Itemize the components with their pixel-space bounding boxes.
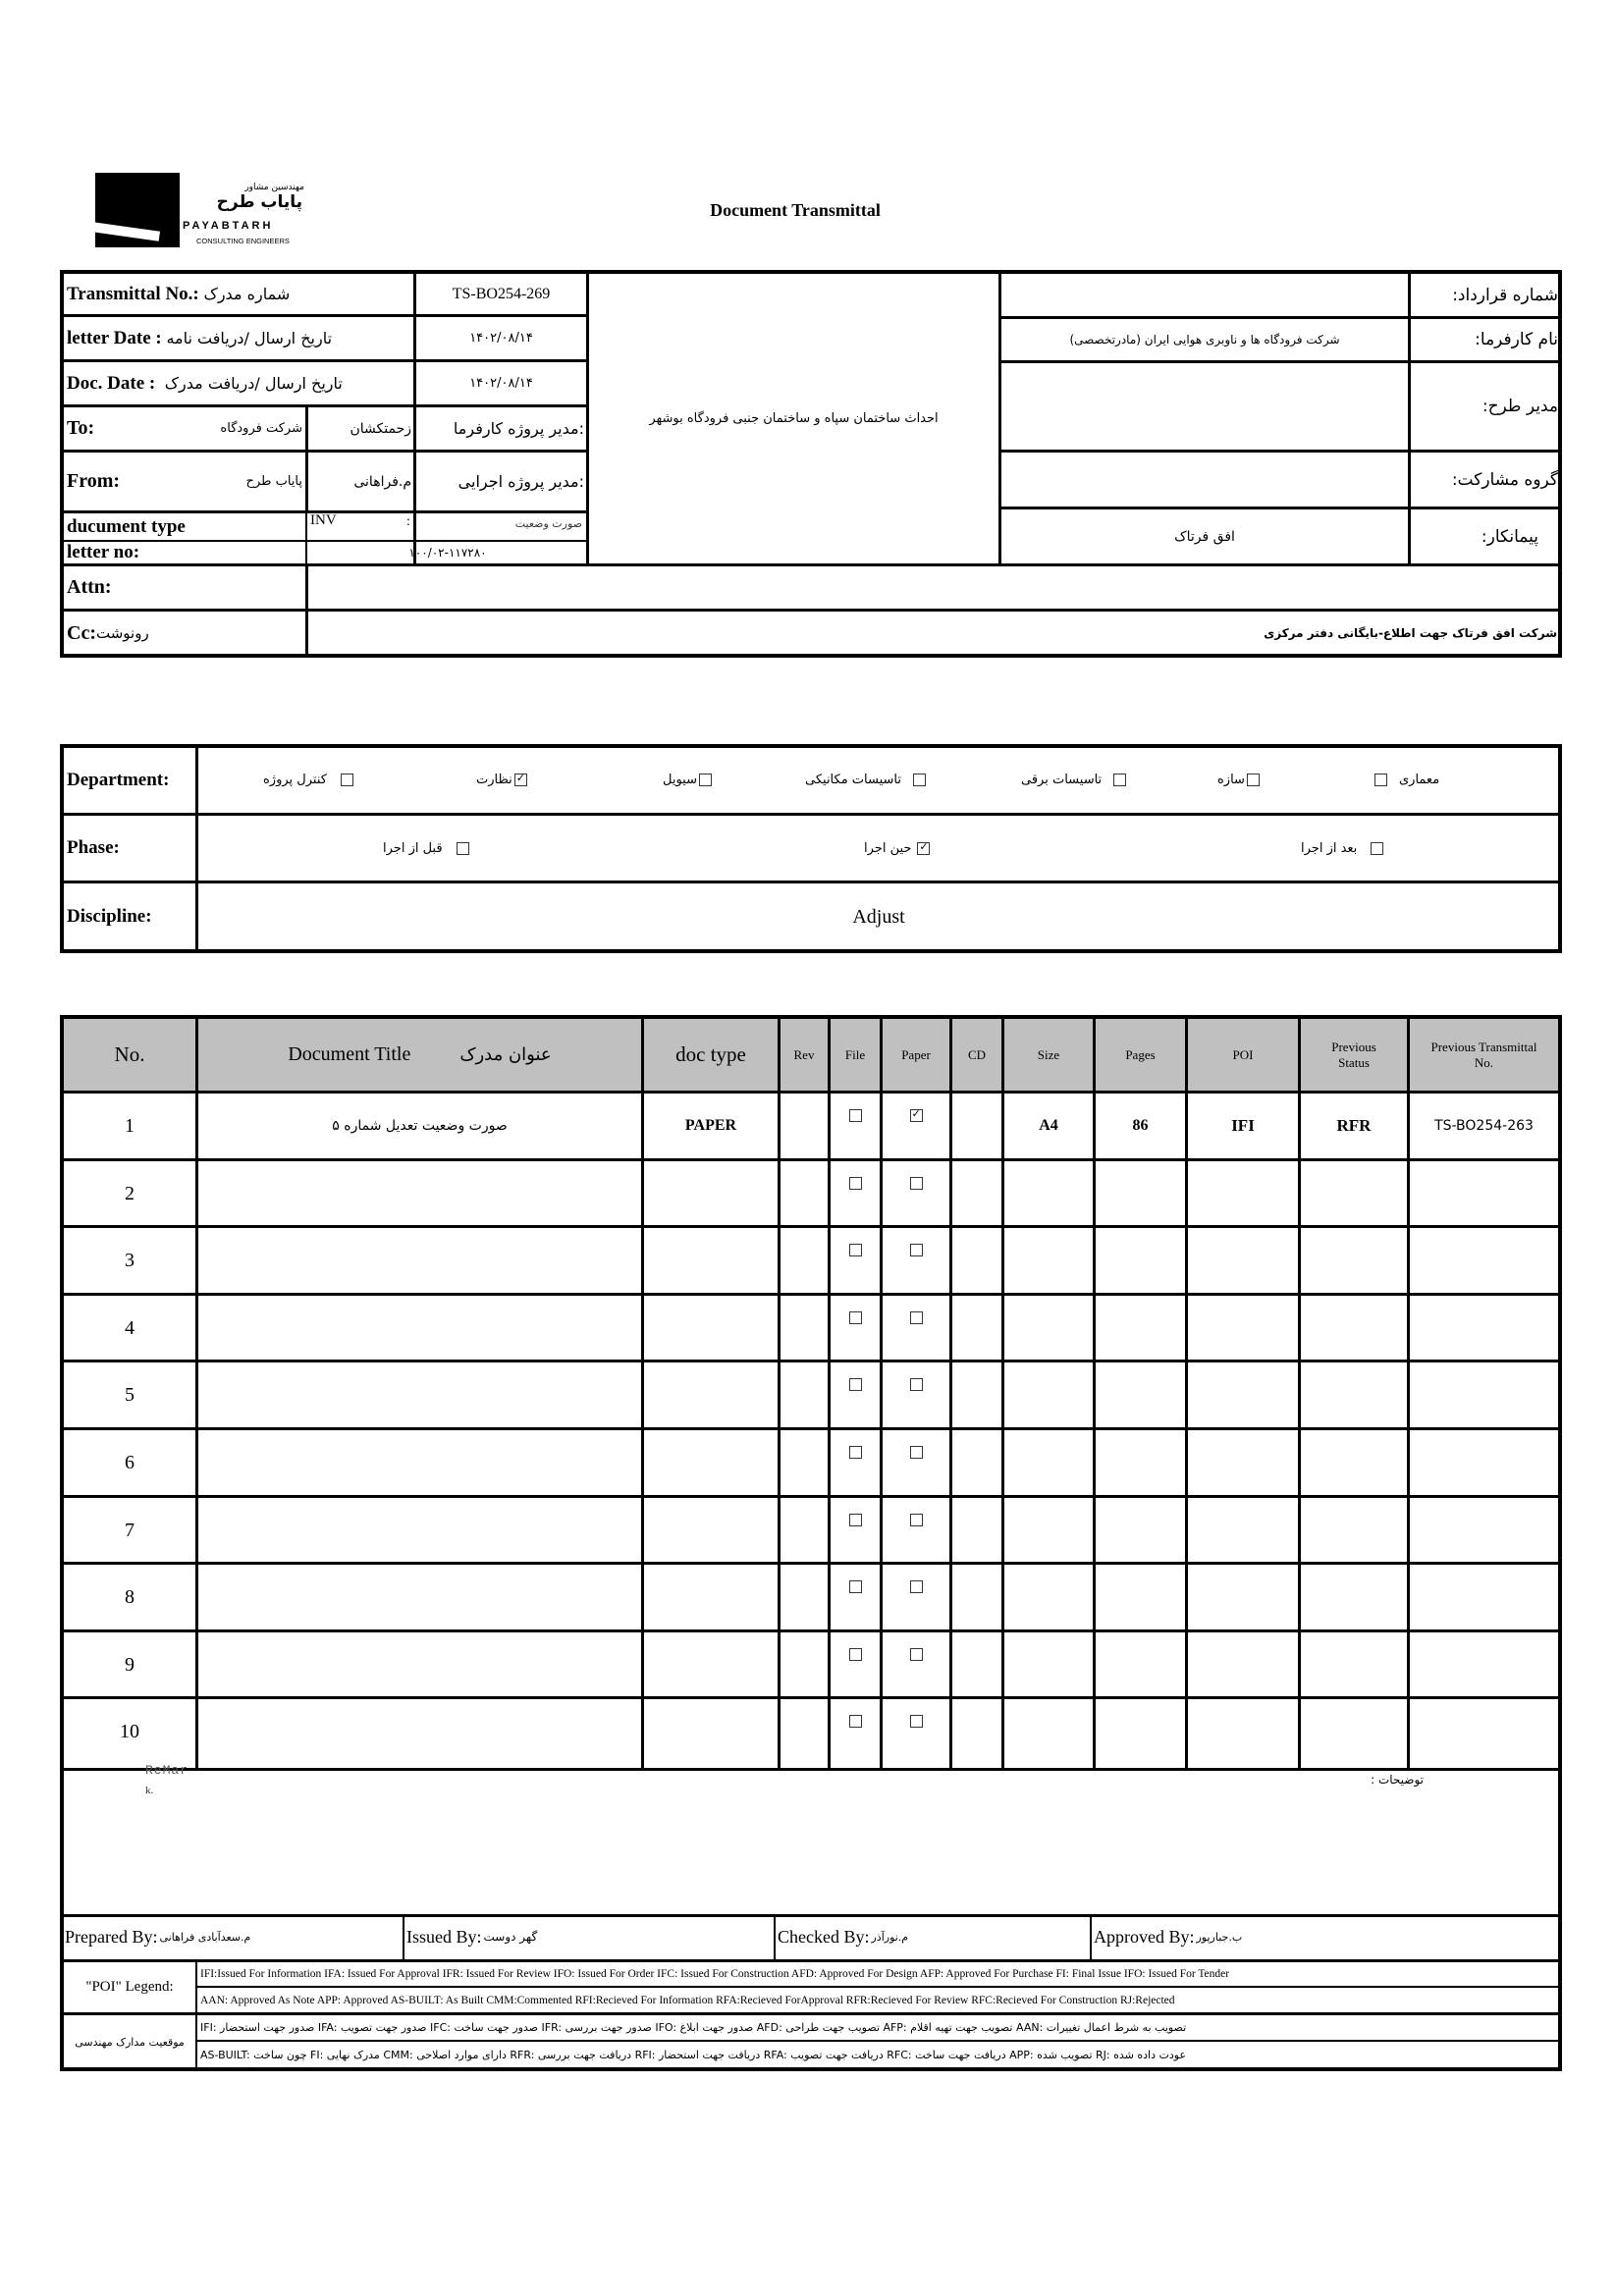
poi-legend-label: "POI" Legend:	[85, 1978, 174, 1995]
cell-title	[198, 1632, 641, 1697]
document-type-fa: صورت وضعیت	[514, 516, 582, 530]
cell-paper	[883, 1094, 949, 1158]
issued-by: Issued By: گهر دوست	[406, 1926, 538, 1947]
cell-no: 9	[125, 1653, 135, 1676]
checkbox[interactable]	[849, 1715, 862, 1728]
cell-rev	[781, 1161, 828, 1226]
letter-date-value: ۱۴۰۲/۰۸/۱۴	[469, 331, 533, 346]
cell-prev-status	[1301, 1362, 1407, 1427]
cell-cd	[952, 1362, 1001, 1427]
cell-prev-transmittal	[1410, 1362, 1558, 1427]
cell-pages	[1096, 1161, 1185, 1226]
plan-manager-value	[1001, 363, 1408, 450]
column-header-previous-status: Previous Status	[1331, 1039, 1376, 1070]
cell-rev	[781, 1094, 828, 1158]
cell-rev	[781, 1632, 828, 1697]
from-role: مدیر پروژه اجرایی:	[458, 472, 584, 491]
department-option-structure[interactable]: سازه	[1217, 762, 1325, 797]
checkbox[interactable]	[910, 1177, 923, 1190]
cell-poi	[1188, 1161, 1298, 1226]
cell-prev-status	[1301, 1498, 1407, 1563]
cell-title: صورت وضعیت تعدیل شماره ۵	[332, 1118, 508, 1134]
cell-file	[831, 1632, 880, 1697]
cell-poi	[1188, 1699, 1298, 1764]
cell-prev-status	[1301, 1632, 1407, 1697]
department-option-civil[interactable]: سیویل	[663, 762, 771, 797]
cell-file	[831, 1362, 880, 1427]
cell-prev-transmittal: TS-BO254-263	[1434, 1118, 1534, 1134]
page-title: Document Transmittal	[710, 200, 881, 220]
cell-prev-transmittal	[1410, 1699, 1558, 1764]
from-person: م.فراهانی	[353, 473, 411, 490]
checkbox[interactable]	[1371, 842, 1383, 855]
status-legend-line-2: AS-BUILT: چون ساخت FI: مدرک نهایی CMM: دارای موارد اصلاحی RFR: دریافت جهت بررسی RFI: دریافت جهت استحضار RFA: دریافت جهت تصویب RFC: دریافت جهت ساخت APP: تصویب شده RJ: عودت داده شده	[200, 2049, 1187, 2061]
cell-size: A4	[1039, 1117, 1058, 1134]
cell-rev	[781, 1430, 828, 1495]
doc-date-value: ۱۴۰۲/۰۸/۱۴	[469, 376, 533, 391]
cell-no: 10	[120, 1720, 139, 1742]
cell-file	[831, 1094, 880, 1158]
cell-doc-type	[644, 1498, 778, 1563]
cell-doc-type	[644, 1161, 778, 1226]
cell-paper	[883, 1228, 949, 1293]
cell-prev-transmittal	[1410, 1228, 1558, 1293]
cell-file	[831, 1498, 880, 1563]
cell-poi: IFI	[1231, 1116, 1255, 1135]
phase-option-before[interactable]: قبل از اجرا	[383, 830, 501, 866]
cell-file	[831, 1699, 880, 1764]
cell-cd	[952, 1632, 1001, 1697]
cell-prev-status	[1301, 1699, 1407, 1764]
contractor-label: پیمانکار:	[1481, 526, 1538, 547]
checkbox-checked[interactable]	[514, 774, 527, 786]
checkbox[interactable]	[910, 1244, 923, 1256]
cell-doc-type	[644, 1362, 778, 1427]
cell-file	[831, 1430, 880, 1495]
cell-title	[198, 1498, 641, 1563]
cell-paper	[883, 1498, 949, 1563]
letter-date-label: letter Date : تاریخ ارسال /دریافت نامه	[67, 327, 333, 348]
cell-cd	[952, 1228, 1001, 1293]
attn-value	[310, 566, 1557, 609]
cell-no: 1	[125, 1114, 135, 1137]
project-title: احداث ساختمان سپاه و ساختمان جنبی فرودگاه بوشهر	[649, 411, 939, 426]
cell-size	[1004, 1565, 1093, 1629]
checkbox[interactable]	[1374, 774, 1387, 786]
cell-doc-type: PAPER	[684, 1117, 737, 1134]
department-option-electrical[interactable]: تاسیسات برقی	[1021, 762, 1149, 797]
letter-no-value: ۱۰۰/۰۲-۱۱۷۲۸۰	[408, 546, 487, 560]
cell-prev-status	[1301, 1296, 1407, 1361]
cell-title	[198, 1362, 641, 1427]
cell-prev-transmittal	[1410, 1430, 1558, 1495]
cell-paper	[883, 1362, 949, 1427]
cc-label: Cc: رونوشت	[67, 621, 149, 644]
logo-name-en: PAYABTARH	[183, 220, 274, 232]
poi-legend-line-2: AAN: Approved As Note APP: Approved AS-BUILT: As Built CMM:Commented RFI:Recieved For Information RFA:Recieved ForApproval RFR:Recieved For Review RFC:Recieved For Construction RJ:Rejected	[200, 1994, 1175, 2006]
checkbox[interactable]	[910, 1648, 923, 1661]
cell-size	[1004, 1632, 1093, 1697]
column-header-pages: Pages	[1125, 1046, 1156, 1062]
status-legend-label: موقعیت مدارک مهندسی	[75, 2035, 185, 2049]
checkbox[interactable]	[341, 774, 353, 786]
column-header-cd: CD	[967, 1046, 987, 1062]
checkbox[interactable]	[849, 1177, 862, 1190]
plan-manager-label: مدیر طرح:	[1481, 397, 1558, 416]
checkbox[interactable]	[849, 1311, 862, 1324]
document-type-label: ducument type	[67, 515, 186, 537]
cell-rev	[781, 1296, 828, 1361]
letter-no-label: letter no:	[67, 542, 140, 562]
checkbox[interactable]	[849, 1648, 862, 1661]
cell-poi	[1188, 1296, 1298, 1361]
cell-rev	[781, 1565, 828, 1629]
checkbox[interactable]	[849, 1244, 862, 1256]
cell-no: 2	[125, 1182, 135, 1204]
partnership-label: گروه مشارکت:	[1451, 469, 1558, 490]
cell-title	[198, 1228, 641, 1293]
checkbox[interactable]	[910, 1311, 923, 1324]
column-header-no: No.	[114, 1042, 145, 1066]
remarks-text-area[interactable]	[88, 1796, 1551, 1914]
department-option-architecture[interactable]: معماری	[1374, 762, 1492, 797]
cell-size	[1004, 1228, 1093, 1293]
cell-title	[198, 1565, 641, 1629]
cell-no: 3	[125, 1249, 135, 1271]
remarks-label-en: ReMar	[145, 1763, 189, 1778]
remarks-label-fa: توضیحات :	[1371, 1773, 1424, 1787]
cell-prev-status: RFR	[1336, 1116, 1372, 1135]
column-header-file: File	[844, 1046, 866, 1062]
checkbox[interactable]	[913, 774, 926, 786]
cell-prev-transmittal	[1410, 1161, 1558, 1226]
department-option-mechanical[interactable]: تاسیسات مکانیکی	[805, 762, 952, 797]
discipline-value: Adjust	[852, 905, 905, 928]
phase-option-during[interactable]: ✓ حین اجرا	[864, 830, 982, 866]
checkbox[interactable]	[457, 842, 469, 855]
cell-size	[1004, 1699, 1093, 1764]
cell-title	[198, 1699, 641, 1764]
cell-pages	[1096, 1632, 1185, 1697]
cell-cd	[952, 1699, 1001, 1764]
cell-title	[198, 1161, 641, 1226]
cell-paper	[883, 1161, 949, 1226]
checkbox[interactable]	[1113, 774, 1126, 786]
cell-cd	[952, 1161, 1001, 1226]
cell-poi	[1188, 1565, 1298, 1629]
to-person: زحمتکشان	[350, 420, 411, 437]
checked-by: Checked By: م.نورآذر	[778, 1926, 909, 1947]
logo-tagline: CONSULTING ENGINEERS	[196, 237, 290, 245]
from-label: From:	[67, 470, 121, 492]
logo-stripe	[95, 222, 160, 241]
cell-paper	[883, 1699, 949, 1764]
cell-poi	[1188, 1362, 1298, 1427]
cell-pages: 86	[1132, 1117, 1149, 1134]
remarks-label-en-suffix: k.	[145, 1785, 154, 1796]
checkbox[interactable]	[910, 1580, 923, 1593]
cell-no: 8	[125, 1585, 135, 1608]
contractor-value: افق فرتاک	[1174, 528, 1235, 545]
checkbox[interactable]	[849, 1109, 862, 1122]
column-header-poi: POI	[1232, 1046, 1254, 1062]
cell-pages	[1096, 1228, 1185, 1293]
cell-size	[1004, 1161, 1093, 1226]
cell-doc-type	[644, 1565, 778, 1629]
cell-paper	[883, 1430, 949, 1495]
cell-title	[198, 1430, 641, 1495]
department-option-supervision[interactable]: ✓ نظارت	[476, 762, 584, 797]
status-legend-line-1: IFI: صدور جهت استحضار IFA: صدور جهت تصویب IFC: صدور جهت ساخت IFR: صدور جهت بررسی IFO: صدور جهت ابلاغ AFD: تصویب جهت طراحی AFP: تصویب جهت تهیه اقلام AAN: تصویب به شرط اعمال تغییرات	[200, 2021, 1187, 2034]
prepared-by: Prepared By: م.سعدآبادی فراهانی	[65, 1926, 251, 1947]
cell-rev	[781, 1228, 828, 1293]
cell-doc-type	[644, 1228, 778, 1293]
cell-doc-type	[644, 1296, 778, 1361]
cell-cd	[952, 1094, 1001, 1158]
cell-doc-type	[644, 1430, 778, 1495]
phase-label: Phase:	[67, 837, 120, 858]
cell-title	[198, 1296, 641, 1361]
employer-label: نام کارفرما:	[1475, 330, 1558, 349]
cell-rev	[781, 1362, 828, 1427]
cell-paper	[883, 1296, 949, 1361]
company-logo-mark	[95, 173, 180, 247]
to-label: To:	[67, 417, 95, 439]
checkbox[interactable]	[910, 1446, 923, 1459]
cell-pages	[1096, 1296, 1185, 1361]
poi-legend-line-1: IFI:Issued For Information IFA: Issued For Approval IFR: Issued For Review IFO: Issued For Order IFC: Issued For Construction AFD: Approved For Design AFP: Approved For Purchase FI: Final Issue IFO: Issued For Tender	[200, 1967, 1230, 1980]
cell-cd	[952, 1565, 1001, 1629]
checkbox[interactable]	[849, 1580, 862, 1593]
cell-size	[1004, 1296, 1093, 1361]
cell-prev-status	[1301, 1228, 1407, 1293]
cell-paper	[883, 1565, 949, 1629]
doc-date-label: Doc. Date : تاریخ ارسال /دریافت مدرک	[67, 372, 343, 394]
cell-no: 7	[125, 1519, 135, 1541]
attn-label: Attn:	[67, 576, 112, 598]
checkbox[interactable]	[699, 774, 712, 786]
cell-file	[831, 1565, 880, 1629]
document-type-separator: :	[406, 514, 410, 529]
cell-prev-transmittal	[1410, 1498, 1558, 1563]
cell-no: 6	[125, 1451, 135, 1473]
employer-value: شرکت فرودگاه ها و ناوبری هوایی ایران (مادرتخصصی)	[1069, 333, 1340, 347]
logo-name-fa: پایاب طرح	[216, 192, 302, 212]
cell-poi	[1188, 1228, 1298, 1293]
cell-pages	[1096, 1565, 1185, 1629]
transmittal-no-value: TS-BO254-269	[452, 285, 551, 302]
cell-prev-status	[1301, 1565, 1407, 1629]
column-header-paper: Paper	[901, 1046, 931, 1062]
cell-prev-status	[1301, 1161, 1407, 1226]
cell-prev-transmittal	[1410, 1296, 1558, 1361]
cell-pages	[1096, 1498, 1185, 1563]
cell-rev	[781, 1699, 828, 1764]
cell-prev-transmittal	[1410, 1632, 1558, 1697]
cell-pages	[1096, 1699, 1185, 1764]
column-header-doc-type: doc type	[675, 1042, 746, 1066]
cell-size	[1004, 1430, 1093, 1495]
partnership-value	[1001, 453, 1408, 507]
column-header-rev: Rev	[793, 1046, 815, 1062]
cell-no: 4	[125, 1316, 135, 1339]
cell-cd	[952, 1498, 1001, 1563]
contract-no-label: شماره قرارداد:	[1452, 285, 1558, 305]
cell-pages	[1096, 1362, 1185, 1427]
cell-poi	[1188, 1430, 1298, 1495]
contract-no-value	[1001, 274, 1408, 316]
cell-poi	[1188, 1498, 1298, 1563]
cell-file	[831, 1228, 880, 1293]
logo-subtitle-fa: مهندسین مشاور	[244, 183, 304, 192]
cell-paper	[883, 1632, 949, 1697]
column-header-title: Document Title عنوان مدرک	[288, 1043, 552, 1065]
phase-option-after[interactable]: بعد از اجرا	[1301, 830, 1419, 866]
cell-file	[831, 1296, 880, 1361]
checkbox[interactable]	[849, 1378, 862, 1391]
column-header-size: Size	[1037, 1046, 1060, 1062]
department-option-project-control[interactable]: کنترل پروژه	[263, 762, 391, 797]
cell-pages	[1096, 1430, 1185, 1495]
cell-size	[1004, 1498, 1093, 1563]
checkbox[interactable]	[910, 1378, 923, 1391]
cell-prev-transmittal	[1410, 1565, 1558, 1629]
cc-value: شرکت افق فرتاک جهت اطلاع-بایگانی دفتر مرکزی	[1264, 626, 1557, 640]
cell-cd	[952, 1296, 1001, 1361]
checkbox[interactable]	[1247, 774, 1260, 786]
cell-cd	[952, 1430, 1001, 1495]
cell-doc-type	[644, 1699, 778, 1764]
column-header-previous-transmittal: Previous Transmittal No.	[1430, 1039, 1537, 1070]
discipline-label: Discipline:	[67, 906, 152, 927]
checkbox[interactable]	[849, 1446, 862, 1459]
cell-file	[831, 1161, 880, 1226]
cell-size	[1004, 1362, 1093, 1427]
department-label: Department:	[67, 770, 170, 790]
to-organization: شرکت فرودگاه	[220, 421, 302, 436]
document-type-code: INV	[310, 511, 337, 528]
cell-doc-type	[644, 1632, 778, 1697]
to-role: مدیر پروژه کارفرما:	[453, 419, 584, 438]
cell-no: 5	[125, 1383, 135, 1406]
approved-by: Approved By: ب.جبارپور	[1094, 1926, 1243, 1947]
from-organization: پایاب طرح	[245, 474, 302, 489]
checkbox[interactable]	[910, 1514, 923, 1526]
cell-prev-status	[1301, 1430, 1407, 1495]
cell-rev	[781, 1498, 828, 1563]
checkbox[interactable]	[849, 1514, 862, 1526]
cell-poi	[1188, 1632, 1298, 1697]
checkbox-checked[interactable]	[910, 1109, 923, 1122]
checkbox[interactable]	[910, 1715, 923, 1728]
transmittal-no-label: Transmittal No.: شماره مدرک	[67, 283, 291, 304]
checkbox-checked[interactable]	[917, 842, 930, 855]
